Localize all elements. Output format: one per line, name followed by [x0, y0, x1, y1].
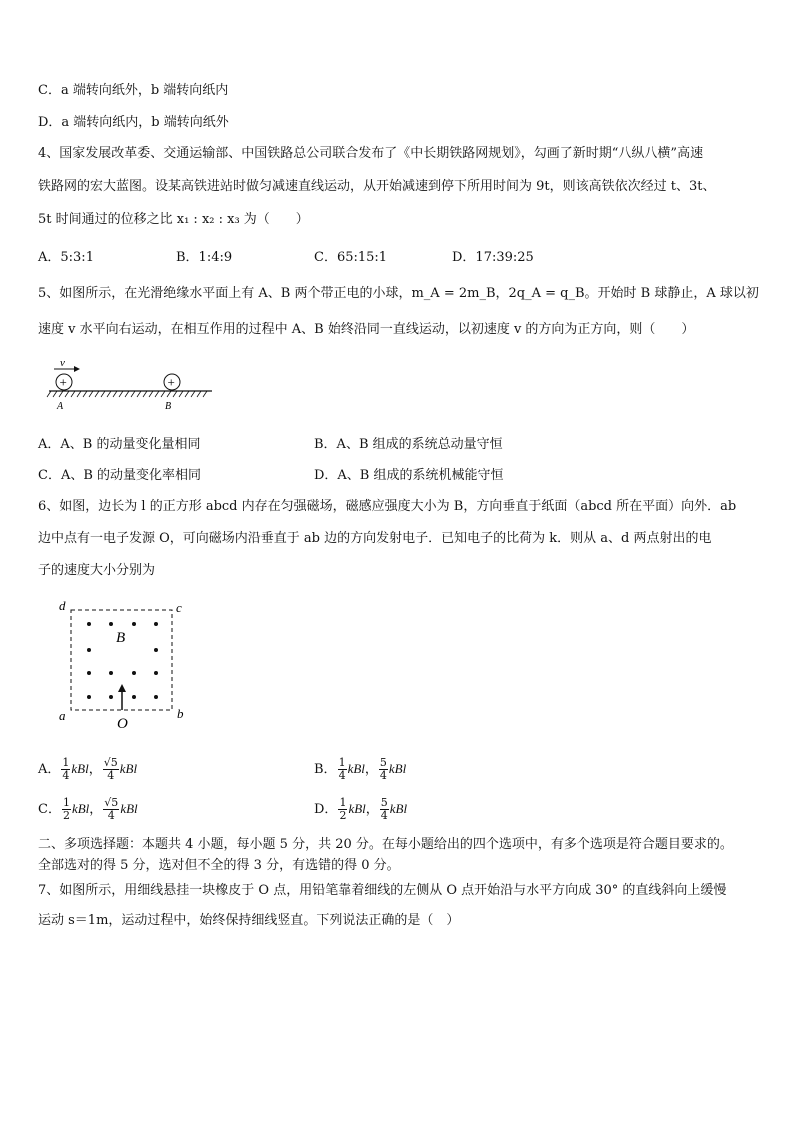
q6-b-frac1: $\frac{1}{4}$ [338, 756, 346, 782]
q6-fig-b-label: b [177, 706, 184, 721]
q5-ground-hatch [47, 391, 207, 397]
q6-b-frac2: $\frac{5}{4}$ [379, 756, 387, 782]
q6-option-a: A． $\frac{1}{4}$ kBl， $\frac{√5}{4}$ kBl [38, 756, 138, 782]
q6-fig-field-label: B [116, 630, 126, 646]
q6-d-frac1: $\frac{1}{2}$ [339, 796, 347, 822]
q5-figure [44, 356, 219, 416]
q6-stem-line3: 子的速度大小分别为 [38, 563, 156, 578]
q4-option-a: A．5:3:1 [38, 250, 94, 265]
q6-fig-c-label: c [176, 600, 182, 615]
q6-option-b: B． $\frac{1}{4}$ kBl， $\frac{5}{4}$ kBl [314, 756, 407, 782]
q4-stem-line3: 5t 时间通过的位移之比 x₁ : x₂ : x₃ 为（ ） [38, 212, 309, 227]
q6-a-frac2: $\frac{√5}{4}$ [103, 756, 118, 782]
q4-option-d: D．17:39:25 [452, 250, 534, 265]
section2-instructions-line1: 二、多项选择题：本题共 4 小题，每小题 5 分，共 20 分。在每小题给出的四个选项中，有多个选项是符合题目要求的。 [38, 837, 733, 852]
q3-option-d: D．a 端转向纸内，b 端转向纸外 [38, 115, 229, 130]
q5-ball-b-plus: + [167, 374, 175, 390]
q5-fig-b-label: B [165, 401, 172, 412]
q5-option-b: B．A、B 组成的系统总动量守恒 [314, 437, 503, 452]
q5-fig-a-label: A [57, 401, 64, 412]
q5-option-a: A．A、B 的动量变化量相同 [38, 437, 201, 452]
q5-ball-a-plus: + [59, 374, 67, 390]
q6-option-c: C． $\frac{1}{2}$ kBl， $\frac{√5}{4}$ kBl [38, 796, 138, 822]
q5-stem-line1: 5、如图所示，在光滑绝缘水平面上有 A、B 两个带正电的小球，m_A = 2m_B，2q_A = q_B。开始时 B 球静止，A 球以初 [38, 286, 759, 301]
q5-option-c: C．A、B 的动量变化率相同 [38, 468, 202, 483]
q4-option-b: B．1:4:9 [176, 250, 233, 265]
q5-velocity-arrowhead [74, 366, 80, 372]
q5-option-d: D．A、B 组成的系统机械能守恒 [314, 468, 504, 483]
q5-fig-v-label: v [60, 357, 65, 369]
q6-c-frac2: $\frac{√5}{4}$ [104, 796, 119, 822]
q6-fig-a-label: a [59, 708, 66, 723]
q6-emission-arrowhead [118, 684, 126, 692]
q5-stem-line2: 速度 v 水平向右运动，在相互作用的过程中 A、B 始终沿同一直线运动，以初速度 v 的方向为正方向，则（ ） [38, 322, 695, 337]
q6-a-frac1: $\frac{1}{4}$ [62, 756, 70, 782]
q4-option-c: C．65:15:1 [314, 250, 388, 265]
q7-stem-line1: 7、如图所示，用细线悬挂一块橡皮于 O 点，用铅笔靠着细线的左侧从 O 点开始沿与水平方向成 30° 的直线斜向上缓慢 [38, 883, 727, 898]
section2-instructions-line2: 全部选对的得 5 分，选对但不全的得 3 分，有选错的得 0 分。 [38, 858, 400, 873]
q6-stem-line2: 边中点有一电子发源 O，可向磁场内沿垂直于 ab 边的方向发射电子．已知电子的比荷为 k．则从 a、d 两点射出的电 [38, 531, 712, 546]
q6-fig-o-label: O [117, 716, 128, 732]
q7-stem-line2: 运动 s＝1m，运动过程中，始终保持细线竖直。下列说法正确的是（ ） [38, 913, 460, 928]
q6-c-frac1: $\frac{1}{2}$ [62, 796, 70, 822]
q3-option-c: C．a 端转向纸外，b 端转向纸内 [38, 83, 229, 98]
q4-stem-line1: 4、国家发展改革委、交通运输部、中国铁路总公司联合发布了《中长期铁路网规划》，勾画了新时期“八纵八横”高速 [38, 146, 704, 161]
q6-option-d: D． $\frac{1}{2}$ kBl， $\frac{5}{4}$ kBl [314, 796, 408, 822]
q6-stem-line1: 6、如图，边长为 l 的正方形 abcd 内存在匀强磁场，磁感应强度大小为 B，方向垂直于纸面（abcd 所在平面）向外．ab [38, 499, 737, 514]
q6-d-frac2: $\frac{5}{4}$ [380, 796, 388, 822]
q6-fig-d-label: d [59, 598, 66, 613]
q4-stem-line2: 铁路网的宏大蓝图。设某高铁进站时做匀减速直线运动，从开始减速到停下所用时间为 9t，则该高铁依次经过 t、3t、 [38, 179, 716, 194]
q6-figure [56, 598, 196, 734]
